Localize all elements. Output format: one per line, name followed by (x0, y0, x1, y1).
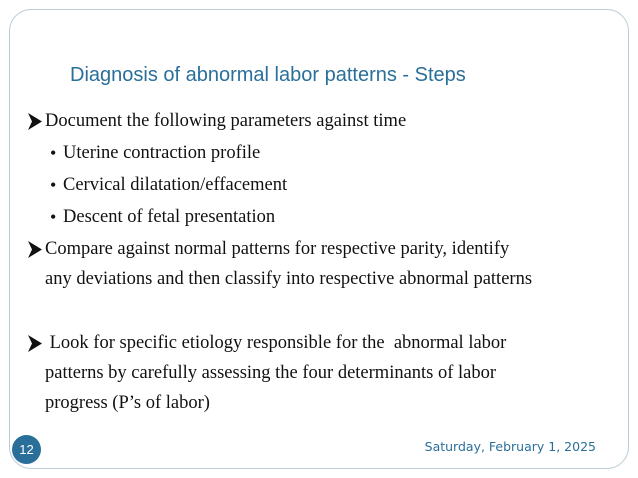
dot-bullet-icon: • (50, 175, 57, 195)
slide-title: Diagnosis of abnormal labor patterns - Steps (70, 64, 466, 86)
bullet-text-line: Look for specific etiology responsible for the abnormal labor (45, 333, 507, 353)
bullet-text: Document the following parameters against time (45, 111, 407, 131)
arrow-bullet-icon (28, 335, 42, 352)
sub-bullet-text: Uterine contraction profile (63, 143, 261, 163)
bullet-text-line: any deviations and then classify into respective abnormal patterns (45, 269, 533, 289)
sub-bullet-item (50, 202, 276, 232)
sub-bullet-text: Descent of fetal presentation (63, 207, 276, 227)
bullet-item (28, 328, 506, 418)
page-number-badge: 12 (12, 435, 41, 464)
slide-date: Saturday, February 1, 2025 (424, 439, 596, 454)
bullet-text-line: progress (P’s of labor) (45, 393, 210, 413)
bullet-text-line: Compare against normal patterns for respective parity, identify (45, 239, 510, 259)
sub-bullet-text: Cervical dilatation/effacement (63, 175, 288, 195)
dot-bullet-icon: • (50, 143, 57, 163)
sub-bullet-item (50, 138, 261, 168)
bullet-item (28, 234, 532, 294)
sub-bullet-item (50, 170, 288, 200)
arrow-bullet-icon (28, 241, 42, 258)
dot-bullet-icon: • (50, 207, 57, 227)
arrow-bullet-icon (28, 113, 42, 130)
bullet-item (28, 106, 406, 136)
bullet-text-line: patterns by carefully assessing the four determinants of labor (45, 363, 497, 383)
